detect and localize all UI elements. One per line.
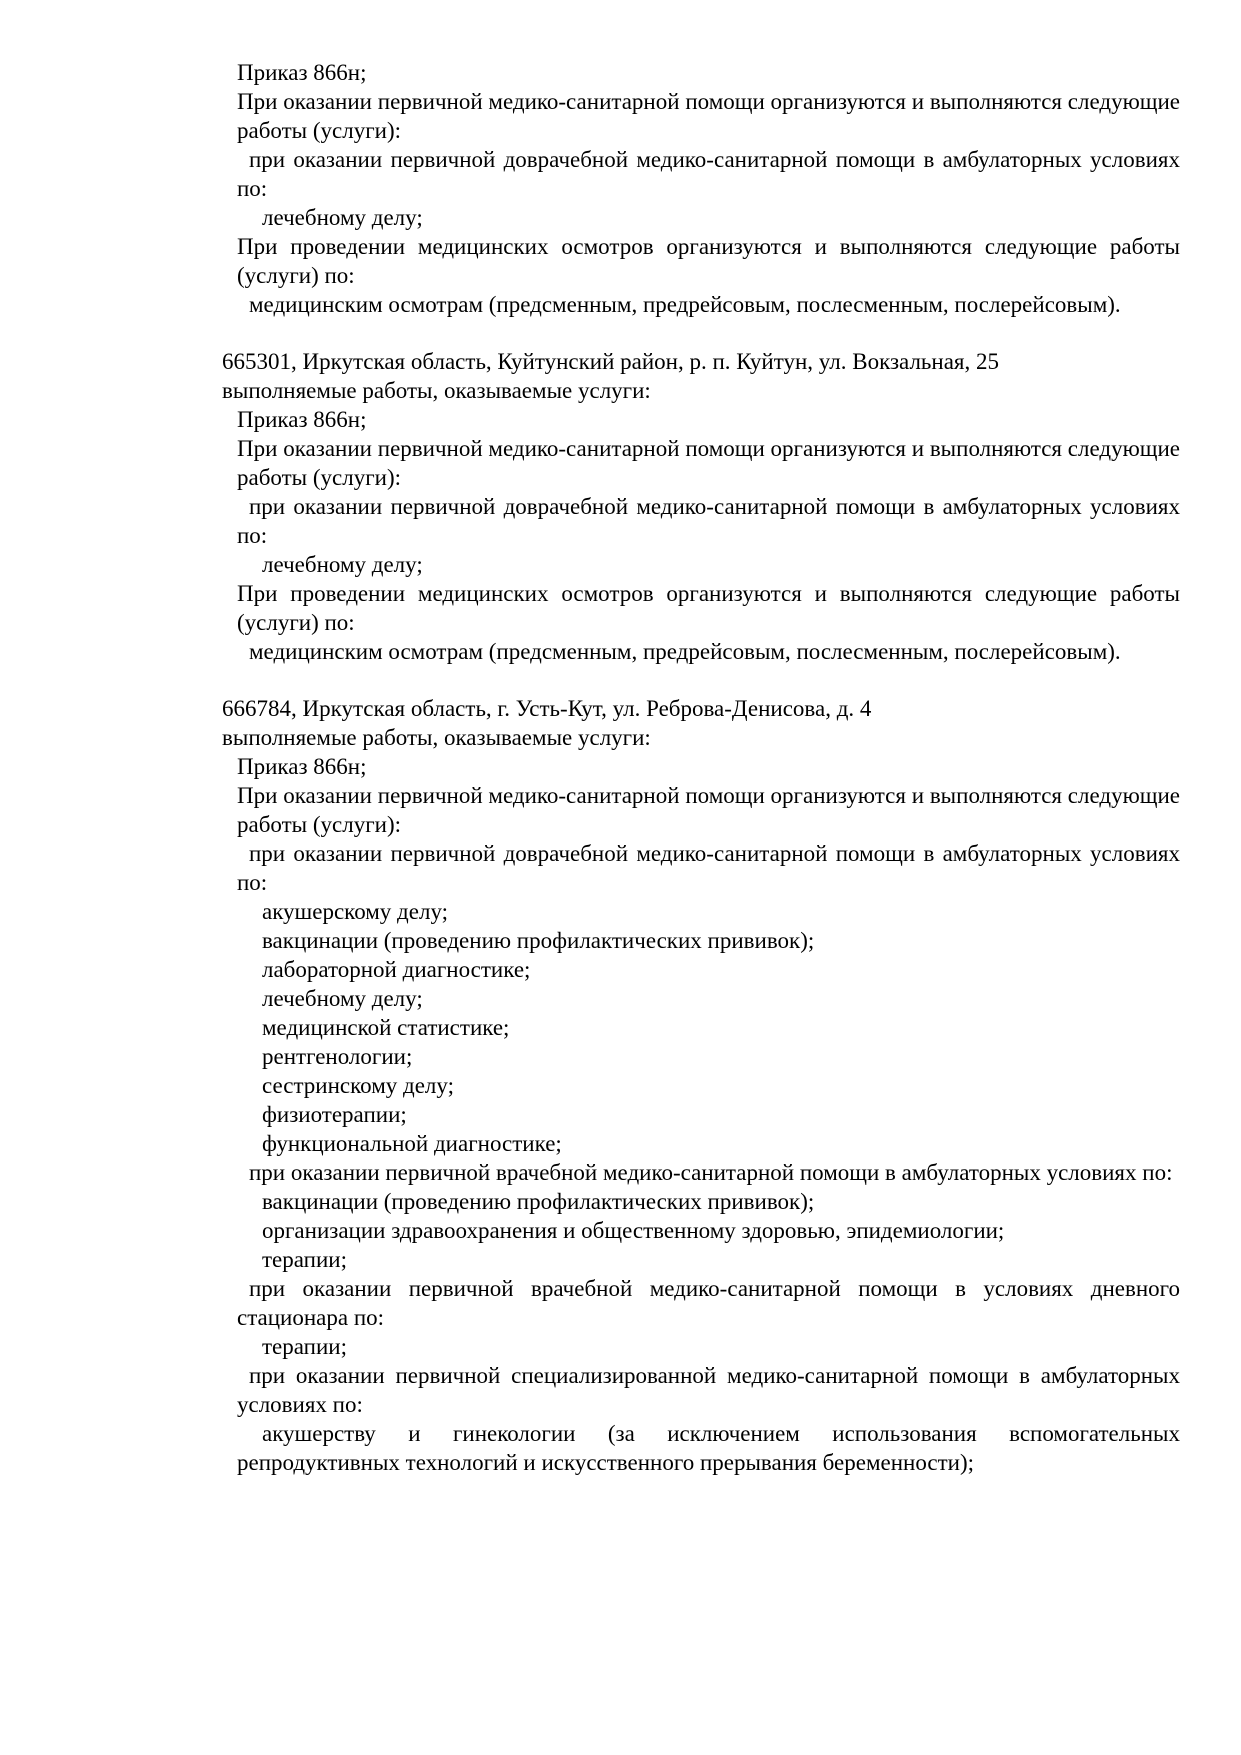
address-section bbox=[222, 347, 1180, 666]
service-item: организации здравоохранения и общественному здоровью, эпидемиологии; bbox=[262, 1218, 1005, 1243]
service-statement: Приказ 866н; bbox=[237, 754, 367, 779]
care-type-item: при оказании первичной доврачебной медико-санитарной помощи в амбулаторных условиях по: bbox=[237, 494, 1180, 548]
services-label: выполняемые работы, оказываемые услуги: bbox=[222, 378, 651, 403]
service-statement: При проведении медицинских осмотров организуются и выполняются следующие работы (услуги) по: bbox=[237, 581, 1180, 635]
service-item: лечебному делу; bbox=[262, 986, 423, 1011]
service-item: физиотерапии; bbox=[262, 1102, 407, 1127]
service-item: акушерскому делу; bbox=[262, 899, 449, 924]
service-item: сестринскому делу; bbox=[262, 1073, 454, 1098]
service-statement: При оказании первичной медико-санитарной помощи организуются и выполняются следующие работы (услуги): bbox=[237, 436, 1180, 490]
address-line: 666784, Иркутская область, г. Усть-Кут, ул. Реброва-Денисова, д. 4 bbox=[222, 696, 872, 721]
service-item: рентгенологии; bbox=[262, 1044, 413, 1069]
service-item: терапии; bbox=[262, 1334, 347, 1359]
care-type-item: при оказании первичной врачебной медико-санитарной помощи в условиях дневного стационара по: bbox=[237, 1276, 1180, 1330]
care-type-item: при оказании первичной врачебной медико-санитарной помощи в амбулаторных условиях по: bbox=[249, 1160, 1173, 1185]
address-line: 665301, Иркутская область, Куйтунский район, р. п. Куйтун, ул. Вокзальная, 25 bbox=[222, 349, 1000, 374]
service-item: функциональной диагностике; bbox=[262, 1131, 562, 1156]
service-statement: При проведении медицинских осмотров организуются и выполняются следующие работы (услуги) по: bbox=[237, 234, 1180, 288]
service-statement: Приказ 866н; bbox=[237, 60, 367, 85]
service-statement: Приказ 866н; bbox=[237, 407, 367, 432]
address-sections bbox=[222, 347, 1180, 1477]
care-type-item: при оказании первичной доврачебной медико-санитарной помощи в амбулаторных условиях по: bbox=[237, 841, 1180, 895]
service-item: акушерству и гинекологии (за исключением использования вспомогательных репродуктивных технологий и искусственного прерывания беременности); bbox=[237, 1421, 1180, 1475]
service-statement: При оказании первичной медико-санитарной помощи организуются и выполняются следующие работы (услуги): bbox=[237, 89, 1180, 143]
service-statement: При оказании первичной медико-санитарной помощи организуются и выполняются следующие работы (услуги): bbox=[237, 783, 1180, 837]
address-section bbox=[222, 694, 1180, 1477]
service-item: лечебному делу; bbox=[262, 552, 423, 577]
service-item: лабораторной диагностике; bbox=[262, 957, 531, 982]
care-type-item: медицинским осмотрам (предсменным, предрейсовым, послесменным, послерейсовым). bbox=[249, 292, 1121, 317]
services-label: выполняемые работы, оказываемые услуги: bbox=[222, 725, 651, 750]
care-type-item: при оказании первичной доврачебной медико-санитарной помощи в амбулаторных условиях по: bbox=[237, 147, 1180, 201]
care-type-item: при оказании первичной специализированной медико-санитарной помощи в амбулаторных условиях по: bbox=[237, 1363, 1180, 1417]
service-item: терапии; bbox=[262, 1247, 347, 1272]
service-item: лечебному делу; bbox=[262, 205, 423, 230]
continued-services-block bbox=[222, 58, 1180, 319]
care-type-item: медицинским осмотрам (предсменным, предрейсовым, послесменным, послерейсовым). bbox=[249, 639, 1121, 664]
service-item: вакцинации (проведению профилактических прививок); bbox=[262, 928, 815, 953]
service-item: медицинской статистике; bbox=[262, 1015, 510, 1040]
service-item: вакцинации (проведению профилактических прививок); bbox=[262, 1189, 815, 1214]
document-body bbox=[222, 58, 1180, 1477]
